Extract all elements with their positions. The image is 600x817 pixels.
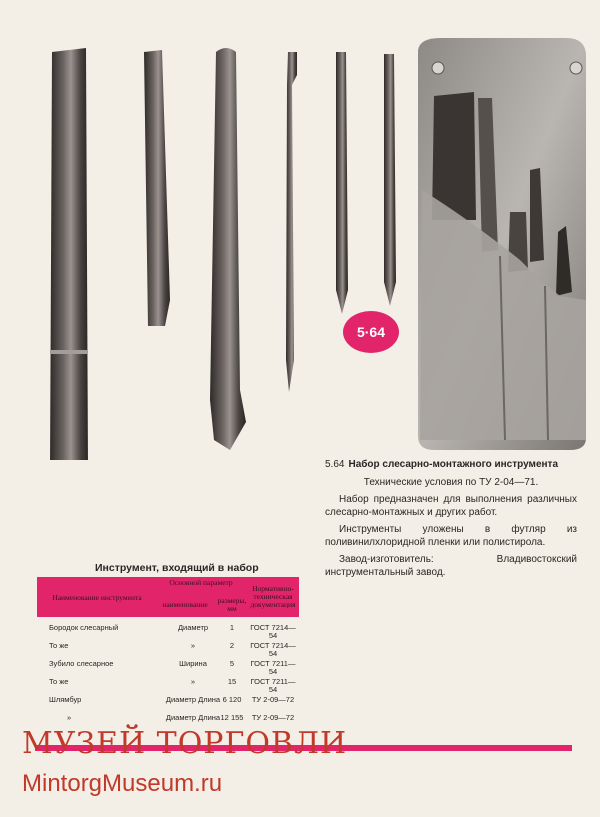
row-gost: ГОСТ 7214—54	[250, 641, 296, 658]
row-name: Зубило слесарное	[49, 659, 114, 668]
row-param: Диаметр Длина	[165, 695, 221, 704]
caption-number: 5.64	[325, 459, 345, 470]
row-gost: ГОСТ 7211—54	[250, 677, 296, 694]
row-value: 15	[227, 677, 237, 686]
row-name: То же	[49, 677, 69, 686]
row-param: »	[190, 677, 196, 686]
row-name: То же	[49, 641, 69, 650]
row-gost: ГОСТ 7211—54	[250, 659, 296, 676]
row-value: 1	[229, 623, 235, 632]
row-gost: ГОСТ 7214—54	[250, 623, 296, 640]
row-value: 6 120	[222, 695, 242, 704]
table-row	[37, 678, 299, 696]
catalog-number-badge: 5·64	[343, 311, 399, 353]
header-param-name: наименование	[162, 600, 208, 609]
drift-punch-1	[336, 52, 348, 314]
chisel-narrow	[144, 50, 170, 326]
table-row	[37, 660, 299, 678]
row-value: 2	[229, 641, 235, 650]
row-name: Бородок слесарный	[49, 623, 119, 632]
caption-spec: Технические условия по ТУ 2-04—71.	[363, 477, 539, 488]
caption-paragraph-3: Завод-изготовитель: Владивостокский инструментальный завод.	[325, 554, 577, 578]
row-param: »	[190, 641, 196, 650]
row-param: Диаметр Длина	[165, 713, 221, 722]
header-name: Наименование инструмента	[52, 593, 142, 602]
row-gost: ТУ 2-09—72	[251, 713, 295, 722]
table-title: Инструмент, входящий в набор	[95, 562, 259, 574]
row-gost: ТУ 2-09—72	[251, 695, 295, 704]
row-param: Диаметр	[177, 623, 209, 632]
chisel-wide	[50, 48, 88, 460]
header-param-size: размеры, мм	[217, 596, 247, 613]
watermark-url: MintorgMuseum.ru	[22, 770, 223, 797]
row-name: »	[67, 713, 72, 722]
row-param: Ширина	[179, 659, 207, 668]
caption-paragraph-1: Набор предназначен для выполнения различных слесарно-монтажных и других работ.	[325, 494, 577, 518]
center-punch	[286, 52, 297, 392]
drift-punch-2	[384, 54, 396, 306]
caption-block	[325, 458, 577, 579]
star-drill	[210, 48, 246, 450]
caption-title-text: Набор слесарно-монтажного инструмента	[348, 459, 559, 470]
table-row	[37, 642, 299, 660]
table-row	[37, 696, 299, 714]
row-name: Шлямбур	[49, 695, 82, 704]
header-main-param: Основной параметр	[169, 578, 233, 587]
header-normative: Нормативно-техническая документация	[250, 584, 296, 609]
caption-title	[325, 458, 577, 471]
table-header	[37, 577, 299, 617]
watermark-title: МУЗЕЙ ТОРГОВЛИ	[22, 726, 348, 761]
row-value: 5	[229, 659, 235, 668]
table-row	[37, 624, 299, 642]
caption-paragraph-2: Инструменты уложены в футляр из поливинилхлоридной пленки или полистирола.	[325, 524, 577, 548]
row-value: 12 155	[220, 713, 244, 722]
